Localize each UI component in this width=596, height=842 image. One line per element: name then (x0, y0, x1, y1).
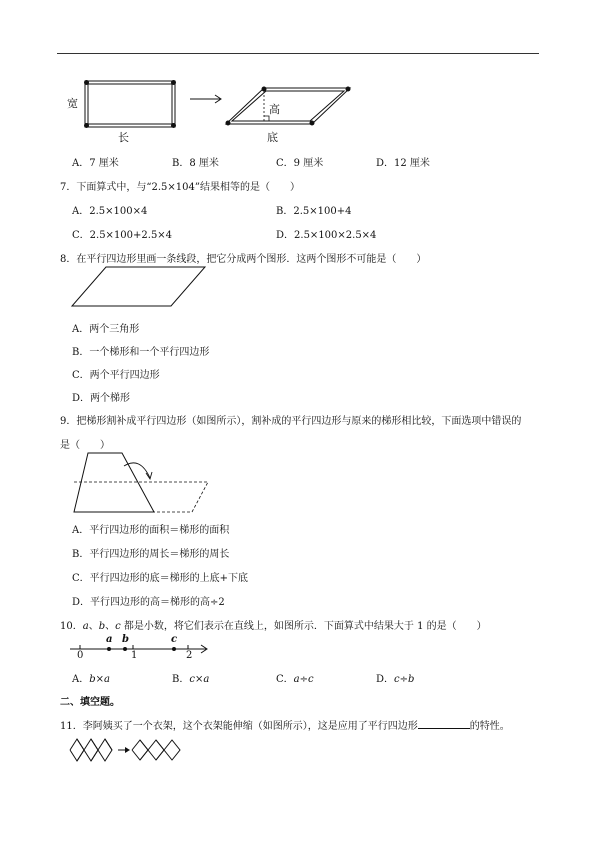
numberline-tick-0: 0 (77, 650, 84, 661)
q11-stem: 11．李阿姨买了一个衣架，这个衣架能伸缩（如图所示），这是应用了平行四边形 的特性。 (60, 717, 510, 732)
q9-option-c[interactable]: C．平行四边形的底＝梯形的上底+下底 (72, 573, 249, 584)
q8-option-b[interactable]: B．一个梯形和一个平行四边形 (72, 347, 210, 358)
q7-option-c[interactable]: C．2.5×100+2.5×4 (72, 230, 173, 241)
q8-parallelogram (72, 266, 212, 310)
label-di: 底 (267, 131, 278, 144)
label-gao: 高 (269, 103, 280, 116)
header-rule (57, 53, 539, 54)
label-chang: 长 (118, 131, 129, 144)
q8-option-a[interactable]: A．两个三角形 (72, 324, 140, 335)
q8-stem: 8．在平行四边形里画一条线段，把它分成两个图形．这两个图形不可能是（ ） (60, 254, 427, 265)
numberline-label-c: c (171, 634, 178, 645)
q10-option-c[interactable]: C．a÷c (276, 674, 314, 685)
q10-option-a[interactable]: A．b×a (72, 674, 110, 685)
q6-option-b[interactable]: B．8 厘米 (172, 158, 219, 169)
numberline-tick-2: 2 (186, 650, 193, 661)
numberline-tick-1: 1 (131, 650, 138, 661)
section-title: 二、填空题。 (60, 697, 120, 708)
q6-parallelogram-figure (220, 80, 360, 135)
q11-answer-blank[interactable] (418, 718, 470, 729)
q9-stem-line2: 是（ ） (60, 440, 110, 451)
numberline-label-a: a (106, 634, 113, 645)
q8-option-c[interactable]: C．两个平行四边形 (72, 370, 160, 381)
q10-option-b[interactable]: B．c×a (172, 674, 210, 685)
q9-option-b[interactable]: B．平行四边形的周长＝梯形的周长 (72, 549, 230, 560)
q9-option-a[interactable]: A．平行四边形的面积＝梯形的面积 (72, 525, 230, 536)
q10-number-line (70, 632, 215, 664)
numberline-label-b: b (122, 634, 129, 645)
q11-hanger-figure (68, 737, 218, 763)
label-kuan: 宽 (67, 97, 78, 110)
q9-option-d[interactable]: D．平行四边形的高＝梯形的高÷2 (72, 597, 225, 608)
q9-trapezoid-figure (72, 450, 222, 516)
q10-stem: 10．a、b、c 都是小数，将它们表示在直线上，如图所示．下面算式中结果大于 1 的是（ ） (60, 621, 487, 632)
q6-option-a[interactable]: A．7 厘米 (72, 158, 119, 169)
q8-option-d[interactable]: D．两个梯形 (72, 393, 131, 404)
q6-option-d[interactable]: D．12 厘米 (376, 158, 430, 169)
q9-stem-line1: 9．把梯形割补成平行四边形（如图所示），割补成的平行四边形与原来的梯形相比较，下面选项中错误的 (60, 416, 522, 427)
q10-option-d[interactable]: D．c÷b (376, 674, 415, 685)
q7-option-b[interactable]: B．2.5×100+4 (276, 206, 352, 217)
q6-option-c[interactable]: C．9 厘米 (276, 158, 324, 169)
q7-stem: 7．下面算式中，与“2.5×104”结果相等的是（ ） (60, 182, 300, 193)
q7-option-d[interactable]: D．2.5×100×2.5×4 (276, 230, 377, 241)
q7-option-a[interactable]: A．2.5×100×4 (72, 206, 148, 217)
